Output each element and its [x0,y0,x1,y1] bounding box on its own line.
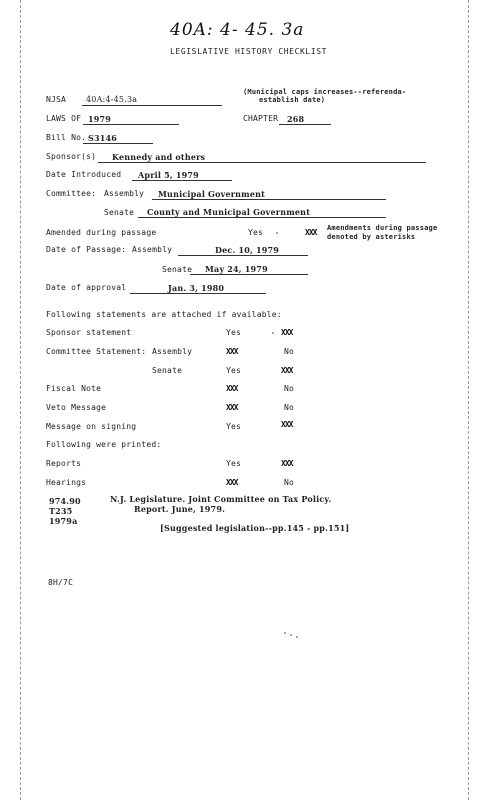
bill-no-label: Bill No. [46,133,87,142]
call-number-2: T235 [49,506,73,516]
committee-assembly-label: Assembly [104,189,145,198]
statement-label: Fiscal Note [46,384,102,393]
statement-label: Message on signing [46,422,137,431]
statement-no: No [284,403,295,412]
njsa-value: 40A:4-45.3a [86,95,138,104]
sponsor-value: Kennedy and others [112,152,206,162]
committee-senate-underline [138,217,386,218]
statement-yes: Yes [226,422,242,431]
amended-note-1: Amendments during passage [327,224,438,232]
passage-label: Date of Passage: [46,245,127,254]
statement-no-struck: XXX [281,366,293,375]
approval-value: Jan. 3, 1980 [168,283,225,293]
statement-yes: Yes [226,366,242,375]
sponsor-underline [98,162,426,163]
call-number-1: 974.90 [49,496,81,506]
sponsor-label: Sponsor(s) [46,152,97,161]
printed-heading: Following were printed: [46,440,162,449]
footer-code: 8H/7C [48,578,74,587]
scan-speck [276,232,278,234]
date-introduced-underline [132,180,232,181]
amended-label: Amended during passage [46,228,157,237]
statement-sublabel: Assembly [152,347,193,356]
printed-yes-struck: XXX [226,478,238,487]
scan-speck [290,634,292,636]
citation-line-3: [Suggested legislation--pp.145 - pp.151] [160,523,350,533]
passage-senate-underline [190,274,308,275]
right-margin-line [468,0,469,800]
statement-no-struck: XXX [281,420,293,429]
njsa-label: NJSA [46,95,67,104]
scan-speck [284,632,286,634]
citation-line-1: N.J. Legislature. Joint Committee on Tax Policy. [110,494,332,504]
date-introduced-value: April 5, 1979 [138,170,199,180]
page-title: LEGISLATIVE HISTORY CHECKLIST [170,47,328,56]
printed-label: Hearings [46,478,87,487]
statement-label: Committee Statement: [46,347,147,356]
printed-no: No [284,478,295,487]
committee-senate-value: County and Municipal Government [147,207,311,217]
left-margin-line [20,0,21,800]
statement-no: No [284,384,295,393]
citation-line-2: Report. June, 1979. [134,504,226,514]
bill-no-value: S3146 [88,133,118,143]
statement-no-struck: XXX [281,328,293,337]
statements-heading: Following statements are attached if available: [46,310,282,319]
scan-speck [296,636,298,638]
call-number-3: 1979a [49,516,78,526]
bill-no-underline [83,143,153,144]
statement-label: Veto Message [46,403,107,412]
printed-no-struck: XXX [281,459,293,468]
passage-senate-value: May 24, 1979 [205,264,268,274]
statement-yes-struck: XXX [226,384,238,393]
handwritten-code: 40A: 4- 45. 3a [170,20,305,40]
chapter-value: 268 [287,114,305,124]
printed-yes: Yes [226,459,242,468]
committee-assembly-value: Municipal Government [158,189,266,199]
approval-underline [130,293,266,294]
chapter-underline [279,124,331,125]
amended-yes: Yes [248,228,264,237]
njsa-note-2: establish date) [259,96,326,104]
njsa-note-1: (Municipal caps increases--referenda- [243,88,407,96]
approval-label: Date of approval [46,283,127,292]
passage-assembly-underline [178,255,308,256]
committee-label: Committee: [46,189,97,198]
committee-assembly-underline [152,199,386,200]
passage-assembly-value: Dec. 10, 1979 [215,245,280,255]
chapter-label: CHAPTER [243,114,279,123]
statement-no: No [284,347,295,356]
printed-label: Reports [46,459,82,468]
njsa-underline [82,105,222,106]
statement-yes-struck: XXX [226,403,238,412]
amended-note-2: denoted by asterisks [327,233,416,241]
laws-of-label: LAWS OF [46,114,82,123]
committee-senate-label: Senate [104,208,135,217]
scan-speck [272,332,274,334]
amended-no-struck: XXX [305,228,317,237]
passage-assembly-label: Assembly [132,245,173,254]
date-introduced-label: Date Introduced [46,170,122,179]
statement-sublabel: Senate [152,366,183,375]
laws-of-value: 1979 [88,114,112,124]
passage-senate-label: Senate [162,265,193,274]
statement-yes-struck: XXX [226,347,238,356]
statement-label: Sponsor statement [46,328,132,337]
laws-of-underline [83,124,179,125]
statement-yes: Yes [226,328,242,337]
